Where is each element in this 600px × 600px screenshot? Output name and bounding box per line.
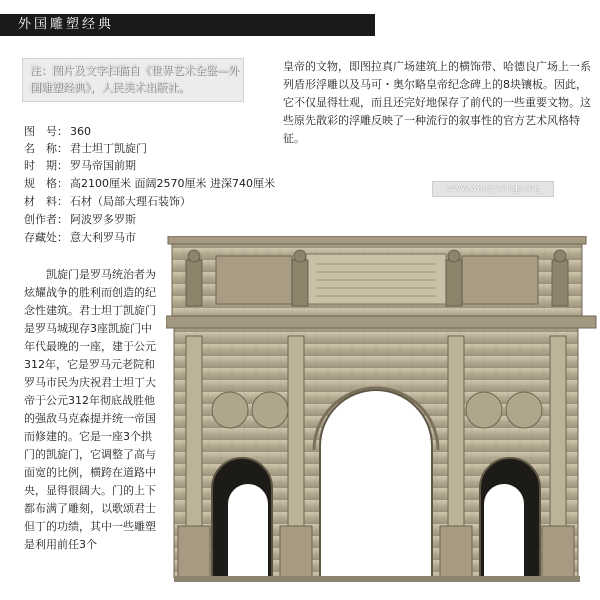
watermark: www.windywings.org [432, 181, 554, 197]
meta-row-name [24, 141, 147, 157]
meta-value: 意大利罗马市 [70, 231, 136, 244]
meta-value: 高2100厘米 面阔2570厘米 进深740厘米 [70, 177, 275, 190]
meta-row-period [24, 158, 136, 174]
meta-label: 存藏处： [24, 231, 68, 244]
body-text: 凯旋门是罗马统治者为炫耀战争的胜利而创造的纪念性建筑。君士坦丁凯旋门是罗马城现存3座凯旋门中年代最晚的一座，建于公元312年，它是罗马元老院和罗马市民为庆祝君士坦丁大帝于公元312年彻底战胜他的强敌马克森提并统一帝国而修建的。它是一座3个拱门的凯旋门，它调整了高与面宽的比例，横跨在道路中央，显得很阔大。门的上下都布满了雕刻，以歌颂君士但丁的功绩，其中一些雕塑是利用前任3个 [24, 268, 156, 551]
description-continued: 皇帝的文物，即图拉真广场建筑上的横饰带、哈德良广场上一系列盾形浮雕以及马可・奥尔略皇帝纪念碑上的8块镶板。因此，它不仅显得壮观，而且还完好地保存了前代的一些重要文物。这些原先散彩的浮雕反映了一种流行的叙事性的官方艺术风格特征。 [283, 60, 591, 145]
meta-label: 时 期： [24, 159, 68, 172]
meta-row-material [24, 194, 191, 210]
meta-label: 创作者： [24, 213, 68, 226]
meta-value: 360 [70, 125, 91, 138]
meta-label: 图 号： [24, 125, 68, 138]
meta-label: 材 料： [24, 195, 68, 208]
meta-label: 名 称： [24, 142, 68, 155]
meta-row-dimensions [24, 176, 275, 192]
meta-row-creator [24, 212, 136, 228]
page-title: 外国雕塑经典 [18, 17, 115, 32]
source-note: 注：图片及文字扫描自《世界艺术全鉴—外国雕塑经典》，人民美术出版社。 [30, 64, 239, 94]
meta-value: 罗马帝国前期 [70, 159, 136, 172]
meta-row-location [24, 230, 136, 246]
arch-of-constantine-illustration [166, 236, 600, 586]
meta-value: 君士坦丁凯旋门 [70, 142, 147, 155]
meta-row-number [24, 124, 91, 140]
meta-label: 规 格： [24, 177, 68, 190]
meta-value: 石材（局部大理石装饰） [70, 195, 191, 208]
meta-value: 阿波罗多罗斯 [70, 213, 136, 226]
